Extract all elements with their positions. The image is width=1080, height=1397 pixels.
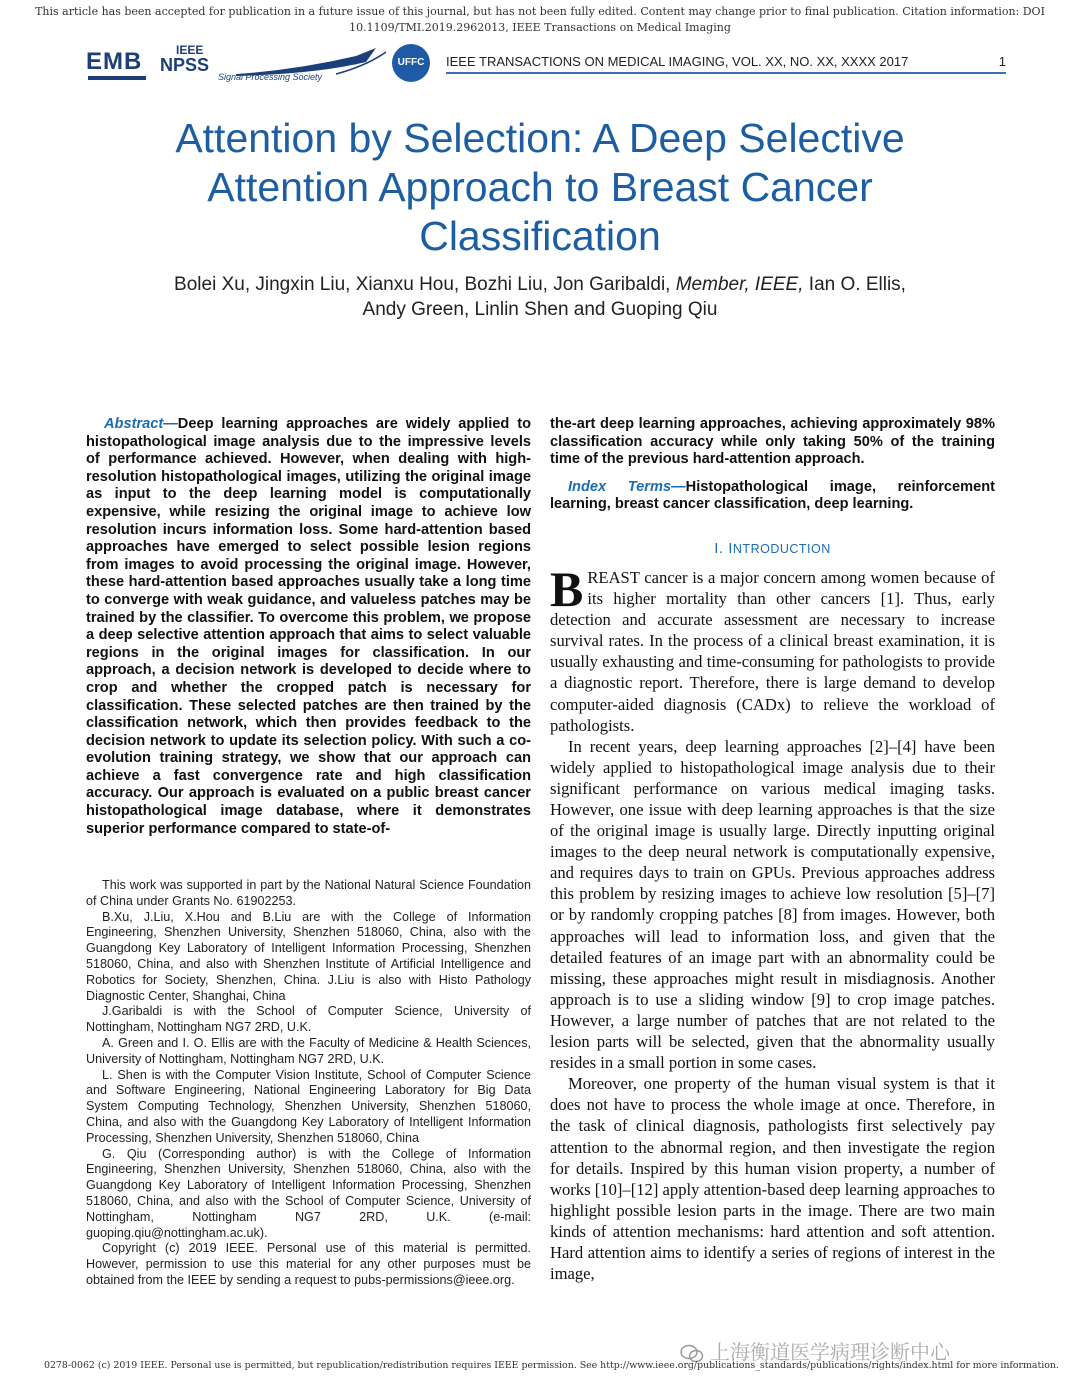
page-number: 1 bbox=[998, 54, 1006, 69]
running-header bbox=[446, 54, 1006, 74]
footnotes bbox=[86, 878, 531, 1289]
intro-paragraph-3: Moreover, one property of the human visual system is that it does not have to process the whole image at once. Therefore, in the task of clinical diagnosis, pathologists first selectively pay attention to the abnormal region, and then investigate the region for details. Inspired by this human vision property, a number of works [10]–[12] apply attention-based deep learning approaches to highlight possible lesion parts in the image. There are two main kinds of attention mechanisms: hard attention and soft attention. Hard attention aims to identify a series of regions of interest in the image, bbox=[550, 1074, 995, 1284]
index-terms-lead: Index Terms— bbox=[568, 478, 686, 495]
section-rest: NTRODUCTION bbox=[732, 541, 831, 556]
abstract bbox=[86, 416, 531, 838]
drop-cap: B bbox=[550, 560, 584, 617]
left-column bbox=[86, 416, 531, 838]
section-first-letter: I bbox=[728, 539, 733, 557]
copyright-footer: 0278-0062 (c) 2019 IEEE. Personal use is permitted, but republication/redistribution requires IEEE permission. See http://www.ieee.org/publications_standards/publications/rights/index.html for more information. bbox=[44, 1360, 1059, 1371]
npss-logo bbox=[160, 44, 208, 84]
index-terms bbox=[550, 479, 995, 514]
paper-title: Attention by Selection: A Deep Selective Attention Approach to Breast Cancer Classification bbox=[175, 115, 905, 259]
intro-paragraph-2: In recent years, deep learning approaches [2]–[4] have been widely applied to histopathological image analysis due to their significant performance on various medical imaging tasks. However, one issue with deep learning approaches is that the size of the original image is usually large. Directly inputting original images to the deep neural network is computationally expensive, and requires days to train on GPUs. Previous approaches address this problem by resizing images to achieve low resolution [5]–[7] or by randomly cropping patches [8] from images. However, both approaches will lead to information loss, and given that the detailed features of an image part with an abnormality could be missing, these approaches might result in misdiagnosis. Another approach is to use a sliding window [9] to crop image patches. However, a large number of patches that are not related to the lesion parts will be selected, given that the abnormality usually resides in a small portion in some cases. bbox=[550, 736, 995, 1073]
npss-logo-ieee: IEEE bbox=[176, 43, 204, 57]
sps-logo-text: Signal Processing Society bbox=[218, 72, 323, 82]
publication-notice: This article has been accepted for publication in a future issue of this journal, but has not been fully edited. Content may change prior to final publication. Citation information: DOI 10.1109/TMI.2019.2962013, IEEE Transactions on Medical Imaging bbox=[35, 5, 1045, 34]
authors-line2: Andy Green, Linlin Shen and Guoping Qiu bbox=[362, 299, 718, 320]
author-list bbox=[110, 272, 970, 322]
journal-name: IEEE TRANSACTIONS ON MEDICAL IMAGING, VOL. XX, NO. XX, XXXX 2017 bbox=[446, 54, 909, 69]
footnote: L. Shen is with the Computer Vision Institute, School of Computer Science and Software Engineering, National Engineering Laboratory for Big Data System Computing Technology, Shenzhen University, Shenzhen 518060, China, and also with the Guangdong Key Laboratory of Intelligent Information Processing, Shenzhen University, Shenzhen 518060, China bbox=[86, 1067, 531, 1145]
uffc-logo: UFFC bbox=[392, 44, 430, 82]
npss-logo-text: NPSS bbox=[160, 55, 210, 75]
section-heading bbox=[550, 540, 995, 557]
authors-member: Member, IEEE, bbox=[675, 274, 804, 295]
section-numeral: I. bbox=[714, 539, 729, 557]
index-terms-text: Histopathological image, reinforcement learning, breast cancer classification, deep learning. bbox=[550, 478, 995, 513]
authors-line1-b: Ian O. Ellis, bbox=[803, 274, 906, 295]
footnote: A. Green and I. O. Ellis are with the Faculty of Medicine & Health Sciences, University of Nottingham, Nottingham NG7 2RD, U.K. bbox=[86, 1035, 531, 1066]
emb-logo-text: EMB bbox=[86, 48, 143, 75]
footnote: B.Xu, J.Liu, X.Hou and B.Liu are with the College of Information Engineering, Shenzhen University, Shenzhen 518060, China, also with the Guangdong Key Laboratory of Intelligent Information Processing, Shenzhen 518060, China, and also with Shenzhen Institute of Artificial Intelligence and Robotics for Society, Shenzhen, China. J.Liu is also with Histo Pathology Diagnostic Center, Shanghai, China bbox=[86, 909, 531, 1003]
watermark-text: 上海衡道医学病理诊断中心 bbox=[710, 1340, 950, 1364]
abstract-lead: Abstract— bbox=[104, 416, 178, 432]
abstract-text: Deep learning approaches are widely applied to histopathological image analysis due to the impressive levels of performance achieved. However, when dealing with high-resolution histopathological images, utilizing the original image as input to the deep learning model is computationally expensive, while resizing the original image to achieve low resolution incurs information loss. Some hard-attention based approaches have emerged to select possible lesion regions from images to avoid processing the original image. However, these hard-attention based approaches usually take a long time to converge with weak guidance, and valueless patches may be trained by the classifier. To overcome this problem, we propose a deep selective attention approach that aims to select valuable regions in the original images for classification. In our approach, a decision network is developed to decide where to crop and whether the cropped patch is necessary for classification. These selected patches are then trained by the classification network, which then provides feedback to the decision network to update its selection policy. With such a co-evolution training strategy, we show that our approach can achieve a fast convergence rate and high classification accuracy. Our approach is evaluated on a public breast cancer histopathological image database, where it demonstrates superior performance compared to state-of- bbox=[86, 416, 531, 837]
intro-paragraph-1 bbox=[550, 560, 995, 736]
copyright-footnote: Copyright (c) 2019 IEEE. Personal use of this material is permitted. However, permission to use this material for any other purposes must be obtained from the IEEE by sending a request to pubs-permissions@ieee.org. bbox=[86, 1241, 531, 1287]
right-column bbox=[550, 416, 995, 1284]
footnote: This work was supported in part by the National Natural Science Foundation of China under Grants No. 61902253. bbox=[86, 878, 531, 908]
intro-p1-text: REAST cancer is a major concern among women because of its higher mortality than other cancers [1]. Thus, early detection and accurate assessment are necessary to increase survival rates. In the process of a clinical breast examination, it is usually exhausting and time-consuming for pathologists to provide a diagnostic report. Therefore, there is large demand to develop computer-aided diagnosis (CADx) to relieve the workload of pathologists. bbox=[550, 567, 995, 735]
authors-line1-a: Bolei Xu, Jingxin Liu, Xianxu Hou, Bozhi Liu, Jon Garibaldi, bbox=[174, 274, 676, 295]
footnote: J.Garibaldi is with the School of Computer Science, University of Nottingham, Nottingham NG7 2RD, U.K. bbox=[86, 1004, 531, 1035]
footnote: G. Qiu (Corresponding author) is with the College of Information Engineering, Shenzhen University, Shenzhen 518060, China, also with the Guangdong Key Laboratory of Intelligent Information Processing, Shenzhen 518060, China, and also with the School of Computer Science, University of Nottingham, Nottingham NG7 2RD, U.K. (e-mail: guoping.qiu@nottingham.ac.uk). bbox=[86, 1146, 531, 1240]
emb-logo bbox=[86, 48, 148, 82]
abstract-continued: the-art deep learning approaches, achieving approximately 98% classification accuracy while only taking 50% of the training time of the previous hard-attention approach. bbox=[550, 416, 995, 468]
